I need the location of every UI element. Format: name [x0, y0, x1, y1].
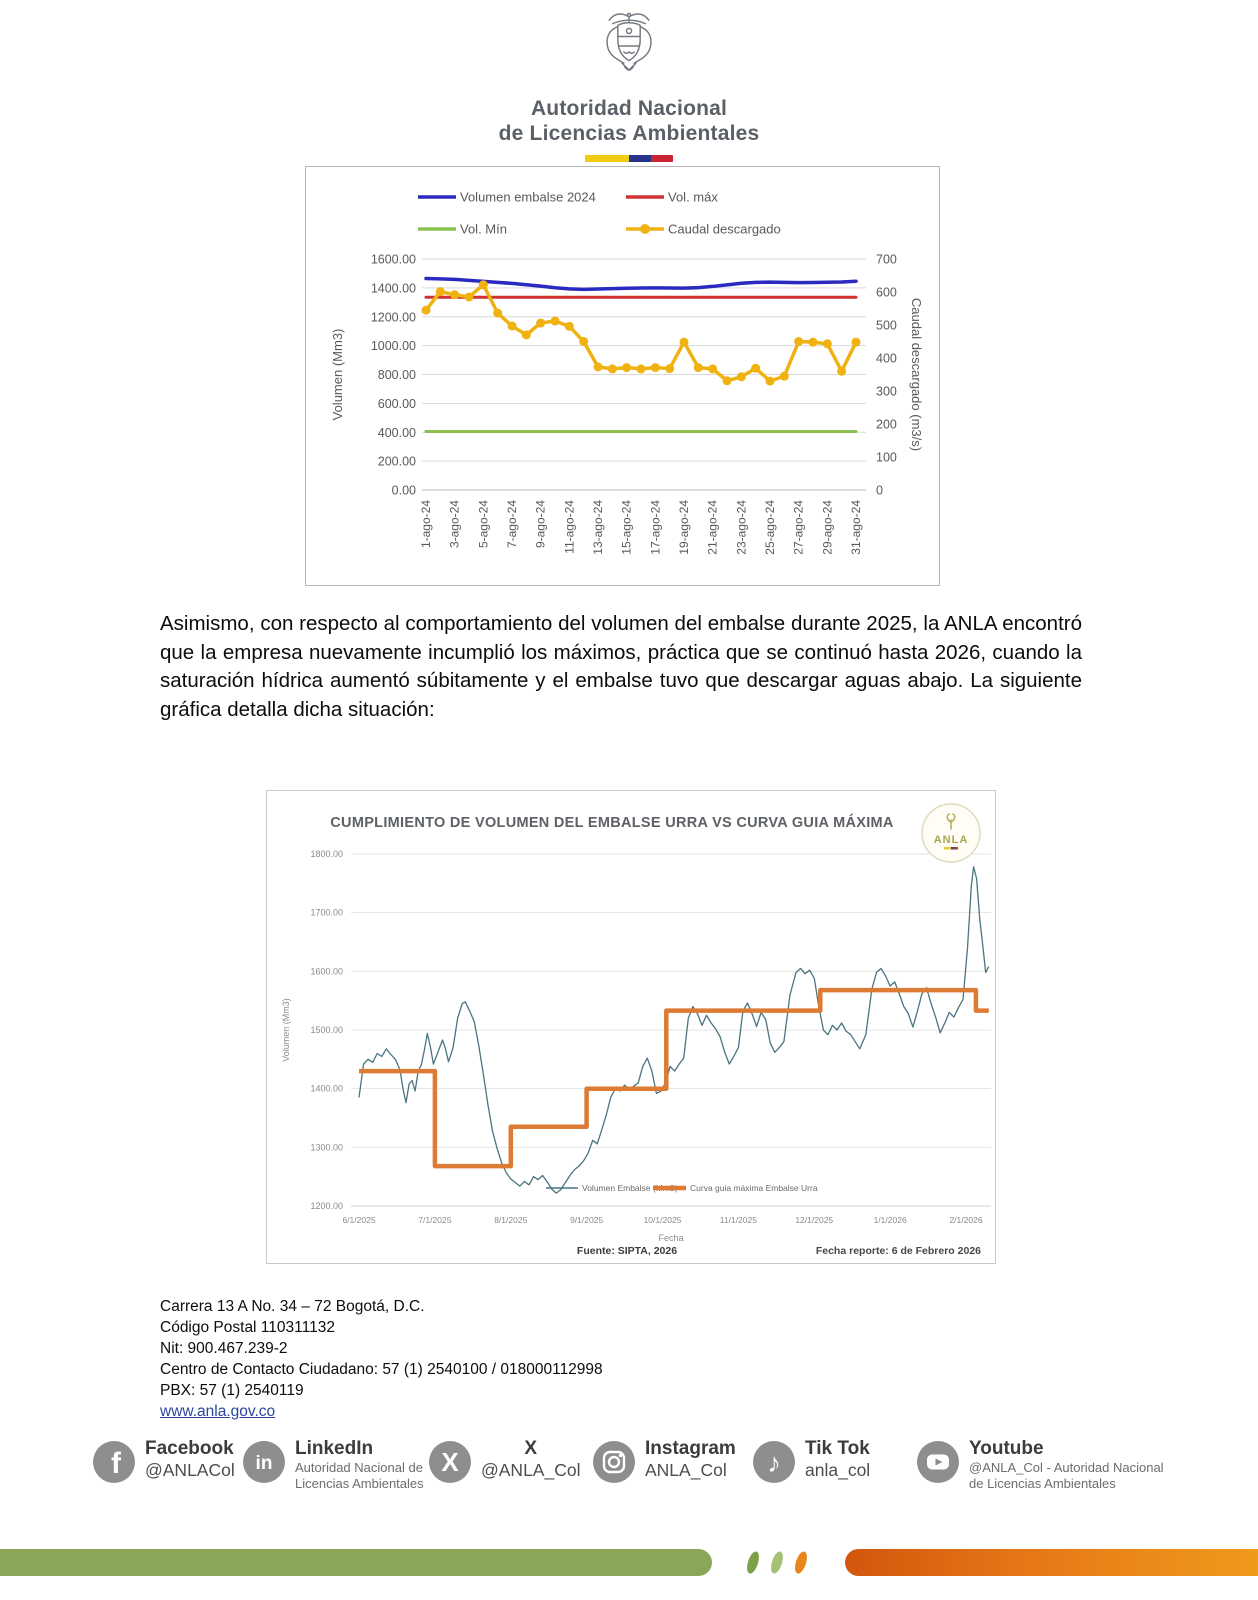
svg-text:7/1/2025: 7/1/2025: [418, 1215, 452, 1225]
social-linkedin[interactable]: [242, 1438, 455, 1492]
svg-text:0.00: 0.00: [391, 483, 416, 498]
svg-text:300: 300: [876, 384, 897, 399]
chart-cumplimiento-urra-plot: [267, 791, 995, 1263]
svg-text:600: 600: [876, 285, 897, 300]
svg-text:Vol. Mín: Vol. Mín: [460, 221, 507, 237]
svg-text:21-ago-24: 21-ago-24: [705, 500, 720, 555]
social-name: Tik Tok: [805, 1438, 870, 1459]
svg-text:1-ago-24: 1-ago-24: [419, 500, 433, 549]
y-axis-title: Volumen (Mm3): [281, 998, 291, 1062]
svg-text:f: f: [111, 1447, 121, 1480]
tiktok-icon: [752, 1440, 796, 1484]
chart-report-date: Fecha reporte: 6 de Febrero 2026: [815, 1245, 981, 1257]
green-dot: [745, 1550, 762, 1575]
svg-text:29-ago-24: 29-ago-24: [820, 500, 835, 555]
page-header: [0, 8, 1258, 162]
social-instagram[interactable]: [592, 1438, 736, 1484]
social-tiktok[interactable]: [752, 1438, 870, 1484]
svg-text:11/1/2025: 11/1/2025: [719, 1215, 757, 1225]
social-handle: anla_col: [805, 1460, 871, 1480]
svg-text:23-ago-24: 23-ago-24: [734, 500, 749, 555]
linkedin-icon: [242, 1440, 286, 1484]
pbx-line: PBX: 57 (1) 2540119: [160, 1382, 304, 1399]
social-name: Youtube: [969, 1438, 1044, 1459]
chart-title: CUMPLIMIENTO DE VOLUMEN DEL EMBALSE URRA VS CURVA GUIA MÁXIMA: [330, 815, 894, 831]
social-name: LinkedIn: [295, 1438, 374, 1459]
chart-cumplimiento-urra: [266, 790, 996, 1264]
address-line: Carrera 13 A No. 34 – 72 Bogotá, D.C.: [160, 1298, 425, 1315]
svg-text:2/1/2026: 2/1/2026: [949, 1215, 983, 1225]
svg-text:31-ago-24: 31-ago-24: [849, 500, 863, 555]
org-name-line2: de Licencias Ambientales: [498, 122, 760, 145]
x-icon: [428, 1440, 472, 1484]
svg-text:10/1/2025: 10/1/2025: [643, 1215, 682, 1225]
svg-text:1600.00: 1600.00: [310, 966, 343, 977]
social-handle: ANLA_Col: [645, 1460, 727, 1480]
svg-text:500: 500: [876, 318, 897, 333]
colombia-flag-bar: [585, 155, 673, 162]
orange-bar: [845, 1549, 1258, 1576]
svg-text:19-ago-24: 19-ago-24: [677, 500, 691, 555]
postal-code-line: Código Postal 110311132: [160, 1319, 335, 1336]
svg-text:ANLA: ANLA: [933, 834, 969, 846]
svg-text:1400.00: 1400.00: [370, 281, 416, 296]
nit-line: Nit: 900.467.239-2: [160, 1340, 288, 1357]
social-x[interactable]: [428, 1438, 580, 1484]
youtube-icon: [916, 1440, 960, 1484]
svg-text:100: 100: [876, 450, 897, 465]
social-handle: @ANLACol: [145, 1460, 235, 1480]
svg-text:1/1/2026: 1/1/2026: [873, 1215, 907, 1225]
svg-text:6/1/2025: 6/1/2025: [342, 1215, 376, 1225]
flag-red: [651, 155, 673, 162]
svg-text:Volumen embalse 2024: Volumen embalse 2024: [460, 189, 596, 205]
green-bar: [0, 1549, 712, 1576]
svg-text:in: in: [255, 1453, 273, 1474]
svg-text:1200.00: 1200.00: [370, 310, 416, 325]
svg-text:800.00: 800.00: [377, 368, 416, 382]
social-handle: @ANLA_Col: [481, 1460, 581, 1480]
svg-text:7-ago-24: 7-ago-24: [505, 500, 519, 549]
chart-embalse-2024-plot: [306, 167, 939, 585]
contact-block: [160, 1296, 603, 1422]
svg-text:200: 200: [876, 417, 897, 432]
svg-text:1200.00: 1200.00: [310, 1201, 343, 1211]
social-media-row: [0, 1432, 1258, 1512]
right-axis-title: Caudal descargado (m3/s): [909, 297, 924, 452]
svg-text:♪: ♪: [767, 1448, 781, 1478]
social-handle: @ANLA_Col - Autoridad Nacional de Licencias Ambientales: [969, 1460, 1164, 1491]
footer-decorative-bar: [0, 1549, 1258, 1576]
svg-text:1500.00: 1500.00: [310, 1025, 343, 1035]
chart-embalse-2024: [305, 166, 940, 586]
svg-text:1400.00: 1400.00: [310, 1083, 343, 1094]
svg-text:8/1/2025: 8/1/2025: [494, 1215, 528, 1225]
svg-text:25-ago-24: 25-ago-24: [763, 500, 777, 555]
svg-text:X: X: [441, 1447, 459, 1477]
x-axis-title: Fecha: [658, 1233, 684, 1243]
flag-blue: [629, 155, 651, 162]
body-paragraph: Asimismo, con respecto al comportamiento del volumen del embalse durante 2025, la ANLA encontró que la empresa nuevamente incumplió los máximos, práctica que se continuó hasta 2026, cuando la saturación hídrica aumentó súbitamente y el embalse tuvo que descargar aguas abajo. La siguiente gráfica detalla dicha situación:: [160, 612, 1082, 721]
svg-text:17-ago-24: 17-ago-24: [648, 500, 663, 555]
svg-text:600.00: 600.00: [377, 396, 416, 411]
orange-dot: [793, 1550, 810, 1575]
svg-text:Volumen Embalse (Mm3): Volumen Embalse (Mm3): [582, 1183, 678, 1193]
instagram-icon: [592, 1440, 636, 1484]
social-name: Instagram: [645, 1438, 736, 1459]
website-link[interactable]: www.anla.gov.co: [160, 1403, 276, 1420]
social-facebook[interactable]: [92, 1438, 235, 1484]
svg-text:11-ago-24: 11-ago-24: [562, 500, 577, 554]
svg-text:0: 0: [876, 483, 883, 498]
svg-text:Caudal descargado: Caudal descargado: [668, 221, 781, 237]
left-axis-title: Volumen (Mm3): [330, 328, 345, 421]
org-name-line1: Autoridad Nacional: [530, 97, 728, 120]
svg-text:13-ago-24: 13-ago-24: [591, 500, 605, 555]
svg-text:15-ago-24: 15-ago-24: [619, 500, 634, 555]
colombia-coat-of-arms-icon: [586, 8, 672, 96]
svg-text:9/1/2025: 9/1/2025: [570, 1215, 604, 1225]
svg-text:400: 400: [876, 351, 897, 366]
svg-text:3-ago-24: 3-ago-24: [447, 500, 462, 549]
flag-yellow: [585, 155, 629, 162]
svg-text:1600.00: 1600.00: [370, 252, 416, 267]
svg-text:Curva guia máxima Embalse Urra: Curva guia máxima Embalse Urra: [690, 1183, 818, 1193]
svg-text:1800.00: 1800.00: [310, 849, 343, 859]
social-name: Facebook: [145, 1438, 234, 1459]
svg-text:5-ago-24: 5-ago-24: [476, 500, 491, 549]
svg-text:1700.00: 1700.00: [310, 907, 343, 918]
light-green-dot: [769, 1550, 786, 1575]
svg-text:200.00: 200.00: [377, 454, 416, 469]
anla-logo: [919, 801, 983, 865]
social-name: X: [524, 1438, 538, 1459]
series-1: [359, 990, 989, 1166]
svg-text:400.00: 400.00: [377, 425, 416, 440]
svg-text:12/1/2025: 12/1/2025: [795, 1215, 834, 1225]
svg-text:1300.00: 1300.00: [310, 1142, 343, 1153]
facebook-icon: [92, 1440, 136, 1484]
svg-text:Vol. máx: Vol. máx: [668, 189, 718, 205]
svg-text:9-ago-24: 9-ago-24: [533, 500, 548, 549]
chart-source-note: Fuente: SIPTA, 2026: [576, 1245, 678, 1257]
social-youtube[interactable]: [916, 1438, 1179, 1492]
contact-center-line: Centro de Contacto Ciudadano: 57 (1) 2540100 / 018000112998: [160, 1361, 603, 1378]
svg-text:27-ago-24: 27-ago-24: [791, 499, 806, 555]
svg-text:700: 700: [876, 252, 897, 267]
social-handle: Autoridad Nacional de Licencias Ambientales: [295, 1460, 424, 1491]
svg-text:1000.00: 1000.00: [370, 339, 416, 354]
